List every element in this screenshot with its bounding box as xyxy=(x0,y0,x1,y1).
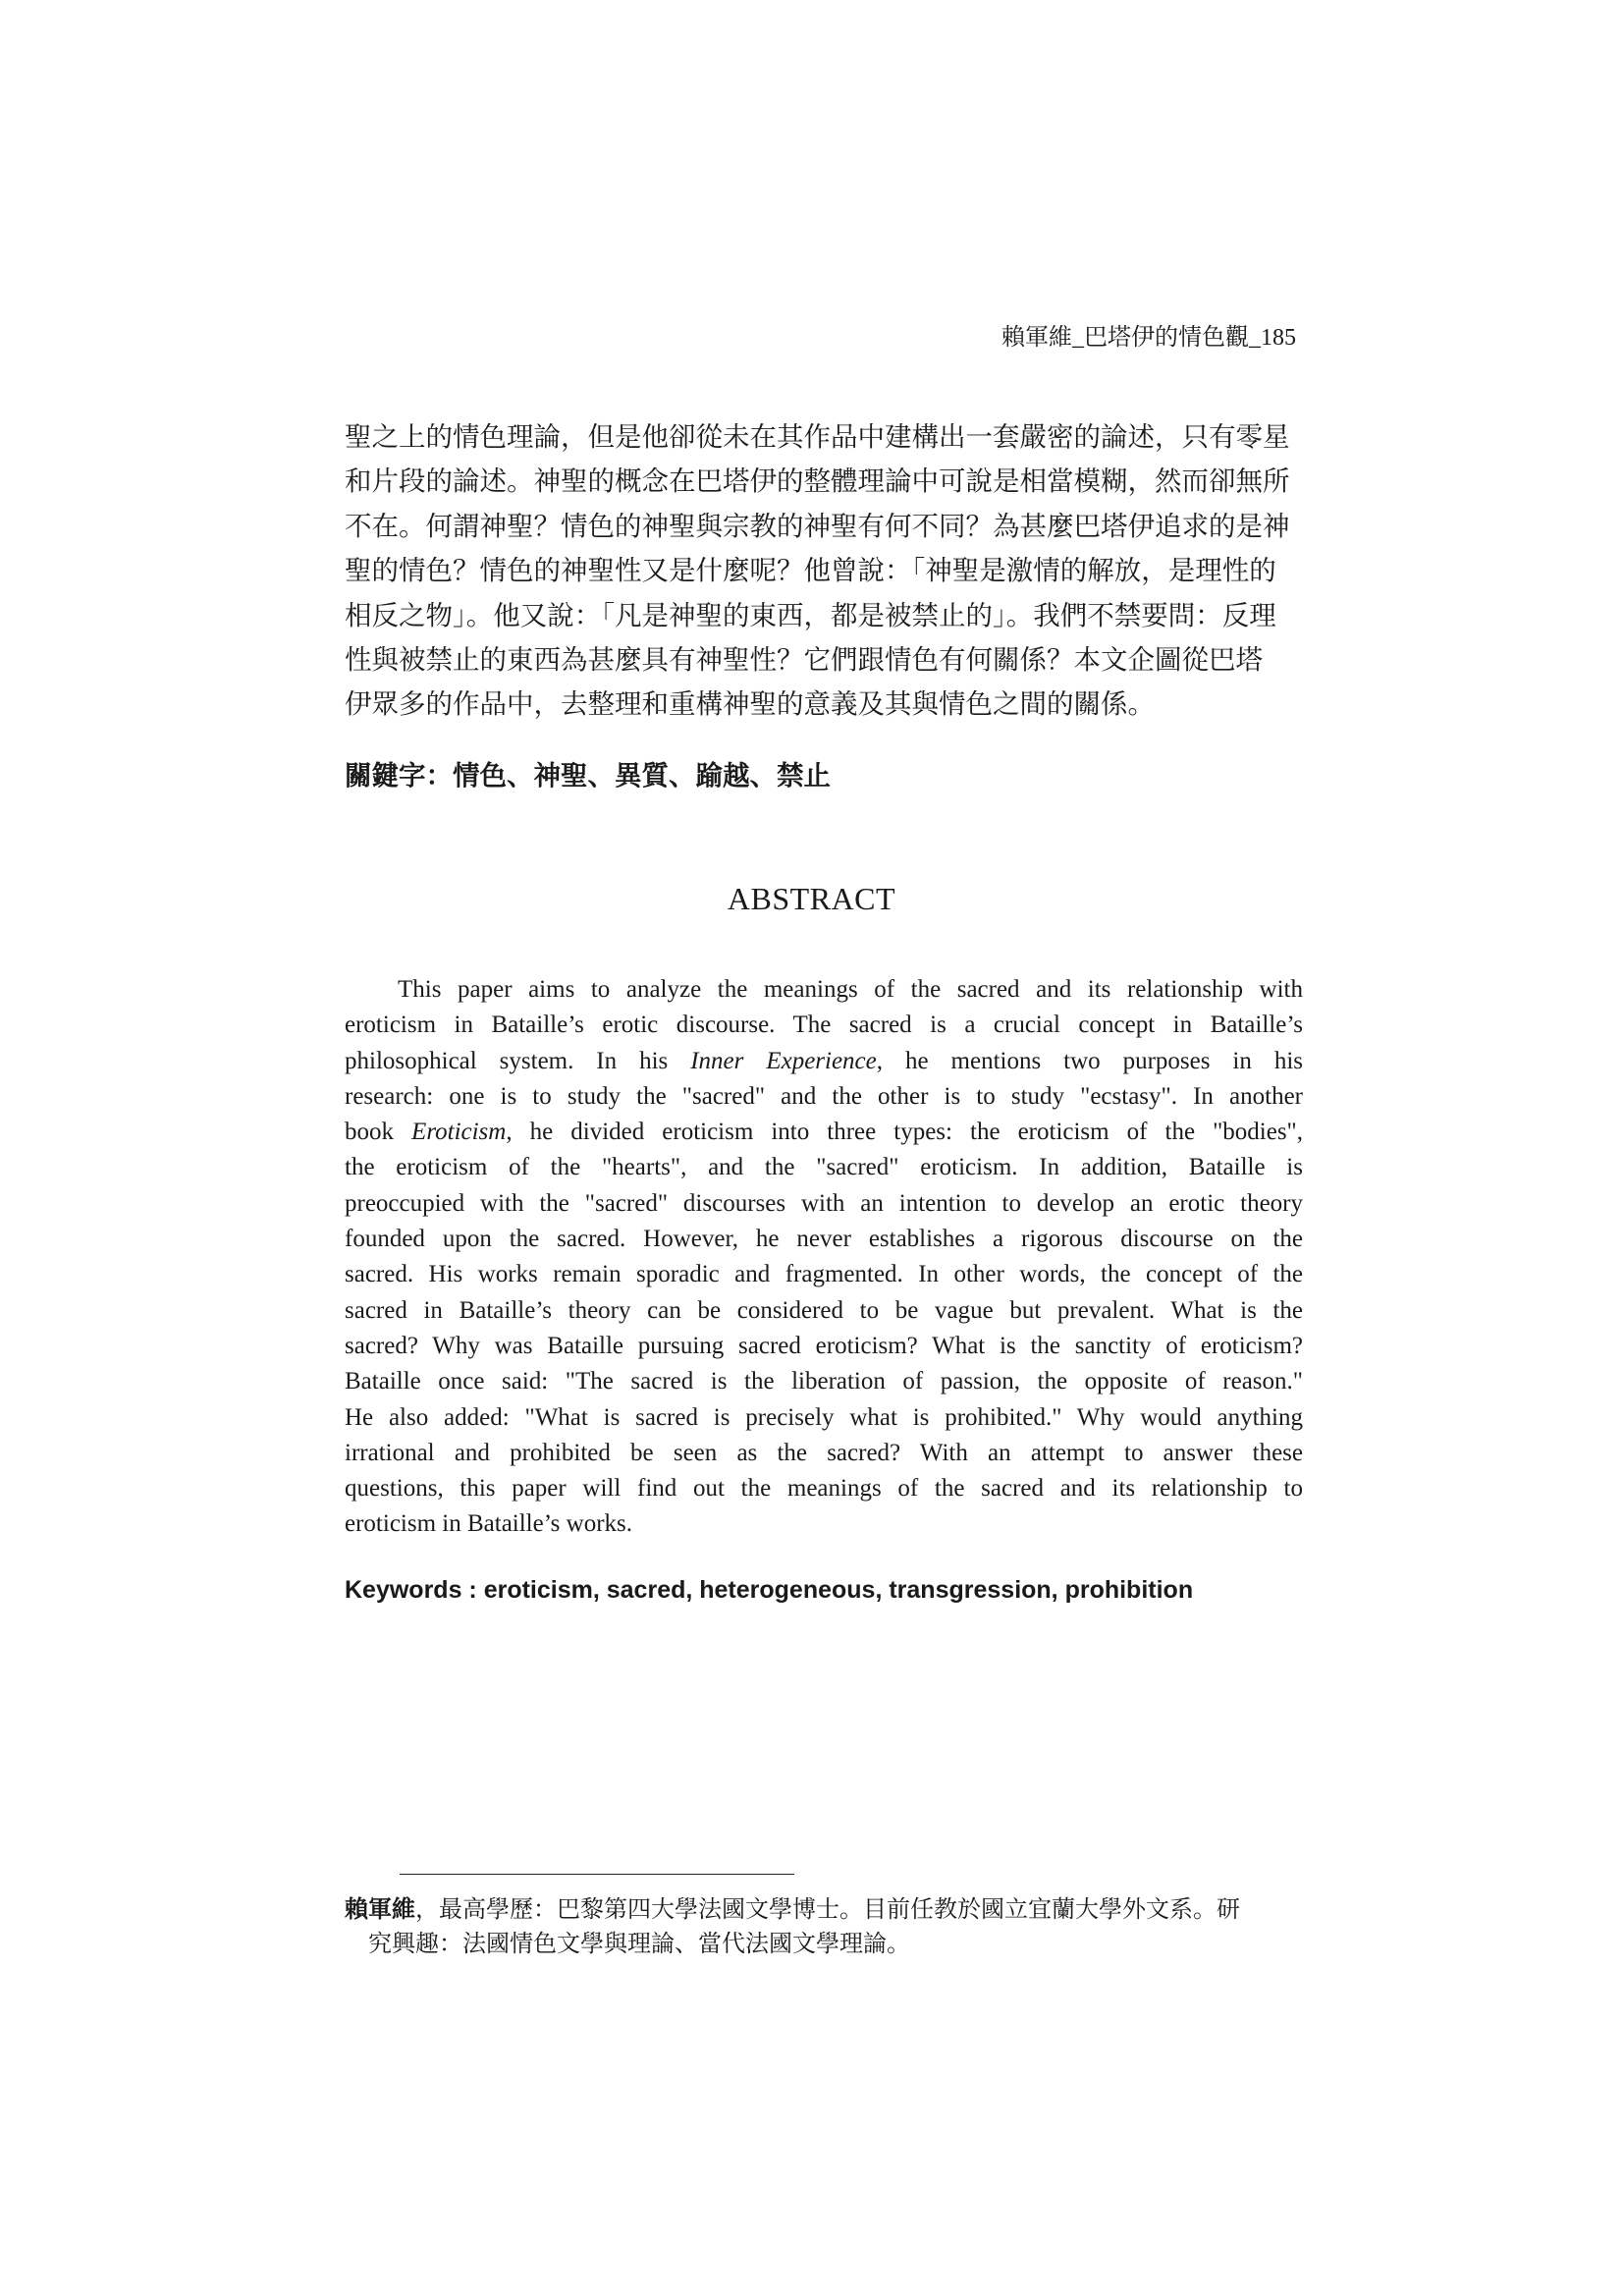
footnote-line xyxy=(345,1893,1303,1928)
abstract-heading: ABSTRACT xyxy=(727,881,896,916)
footnote-line: 究興趣：法國情色文學與理論、當代法國文學理論。 xyxy=(368,1932,910,1957)
english-abstract-line: preoccupied with the "sacred" discourses with an intention to develop an erotic theory xyxy=(345,1189,1303,1217)
english-abstract-line: the eroticism of the "hearts", and the "sacred" eroticism. In addition, Bataille is xyxy=(345,1154,1303,1181)
book-title: Inner Experience xyxy=(690,1047,877,1074)
english-abstract-line: eroticism in Bataille’s erotic discourse. The sacred is a crucial concept in Bataille’s xyxy=(345,1011,1303,1039)
chinese-abstract-line: 不在。何謂神聖？情色的神聖與宗教的神聖有何不同？為甚麼巴塔伊追求的是神 xyxy=(345,510,1290,541)
chinese-abstract-line: 伊眾多的作品中，去整理和重構神聖的意義及其與情色之間的關係。 xyxy=(345,688,1155,720)
chinese-abstract-line: 和片段的論述。神聖的概念在巴塔伊的整體理論中可說是相當模糊，然而卻無所 xyxy=(345,465,1290,497)
chinese-abstract-line: 聖的情色？情色的神聖性又是什麼呢？他曾說：「神聖是激情的解放，是理性的 xyxy=(345,555,1276,586)
english-abstract-line: irrational and prohibited be seen as the sacred? With an attempt to answer these xyxy=(345,1439,1303,1466)
footnote-divider xyxy=(400,1874,794,1875)
english-abstract-line: sacred in Bataille’s theory can be considered to be vague but prevalent. What is the xyxy=(345,1296,1303,1324)
english-abstract-line: eroticism in Bataille’s works. xyxy=(345,1510,633,1538)
chinese-abstract-line: 相反之物」。他又說：「凡是神聖的東西，都是被禁止的」。我們不禁要問：反理 xyxy=(345,599,1276,630)
chinese-abstract-line: 性與被禁止的東西為甚麼具有神聖性？它們跟情色有何關係？本文企圖從巴塔 xyxy=(345,644,1263,676)
author-footnote xyxy=(345,1893,1303,1962)
english-abstract-line: This paper aims to analyze the meanings of the sacred and its relationship with xyxy=(398,976,1303,1003)
chinese-abstract-body xyxy=(345,414,1303,727)
english-abstract-line: Bataille once said: "The sacred is the liberation of passion, the opposite of reason." xyxy=(345,1368,1303,1395)
chinese-keywords: 關鍵字：情色、神聖、異質、踰越、禁止 xyxy=(345,760,831,791)
footnote-line1-text: ，最高學歷：巴黎第四大學法國文學博士。目前任教於國立宜蘭大學外文系。研 xyxy=(415,1897,1240,1923)
footnote-author-name: 賴軍維 xyxy=(345,1897,415,1923)
english-abstract-body xyxy=(345,972,1303,1543)
english-abstract-line: philosophical system. In his Inner Experience, he mentions two purposes in his xyxy=(345,1047,1304,1074)
english-keywords: Keywords : eroticism, sacred, heterogeneous, transgression, prohibition xyxy=(345,1576,1194,1604)
english-abstract-line: founded upon the sacred. However, he never establishes a rigorous discourse on the xyxy=(345,1226,1303,1253)
chinese-abstract-line: 聖之上的情色理論，但是他卻從未在其作品中建構出一套嚴密的論述，只有零星 xyxy=(345,421,1290,452)
book-title: Eroticism xyxy=(411,1119,507,1146)
running-head: 賴軍維_巴塔伊的情色觀_185 xyxy=(1001,325,1296,351)
english-abstract-line: sacred? Why was Bataille pursuing sacred eroticism? What is the sanctity of eroticism? xyxy=(345,1332,1303,1359)
english-abstract-line: questions, this paper will find out the meanings of the sacred and its relationship to xyxy=(345,1475,1303,1503)
english-abstract-line: research: one is to study the "sacred" and the other is to study "ecstasy". In another xyxy=(345,1082,1303,1110)
english-abstract-line: sacred. His works remain sporadic and fragmented. In other words, the concept of the xyxy=(345,1261,1303,1288)
english-abstract-line: book Eroticism, he divided eroticism into three types: the eroticism of the "bodies", xyxy=(345,1119,1304,1146)
english-abstract-line: He also added: "What is sacred is precisely what is prohibited." Why would anything xyxy=(345,1403,1303,1431)
